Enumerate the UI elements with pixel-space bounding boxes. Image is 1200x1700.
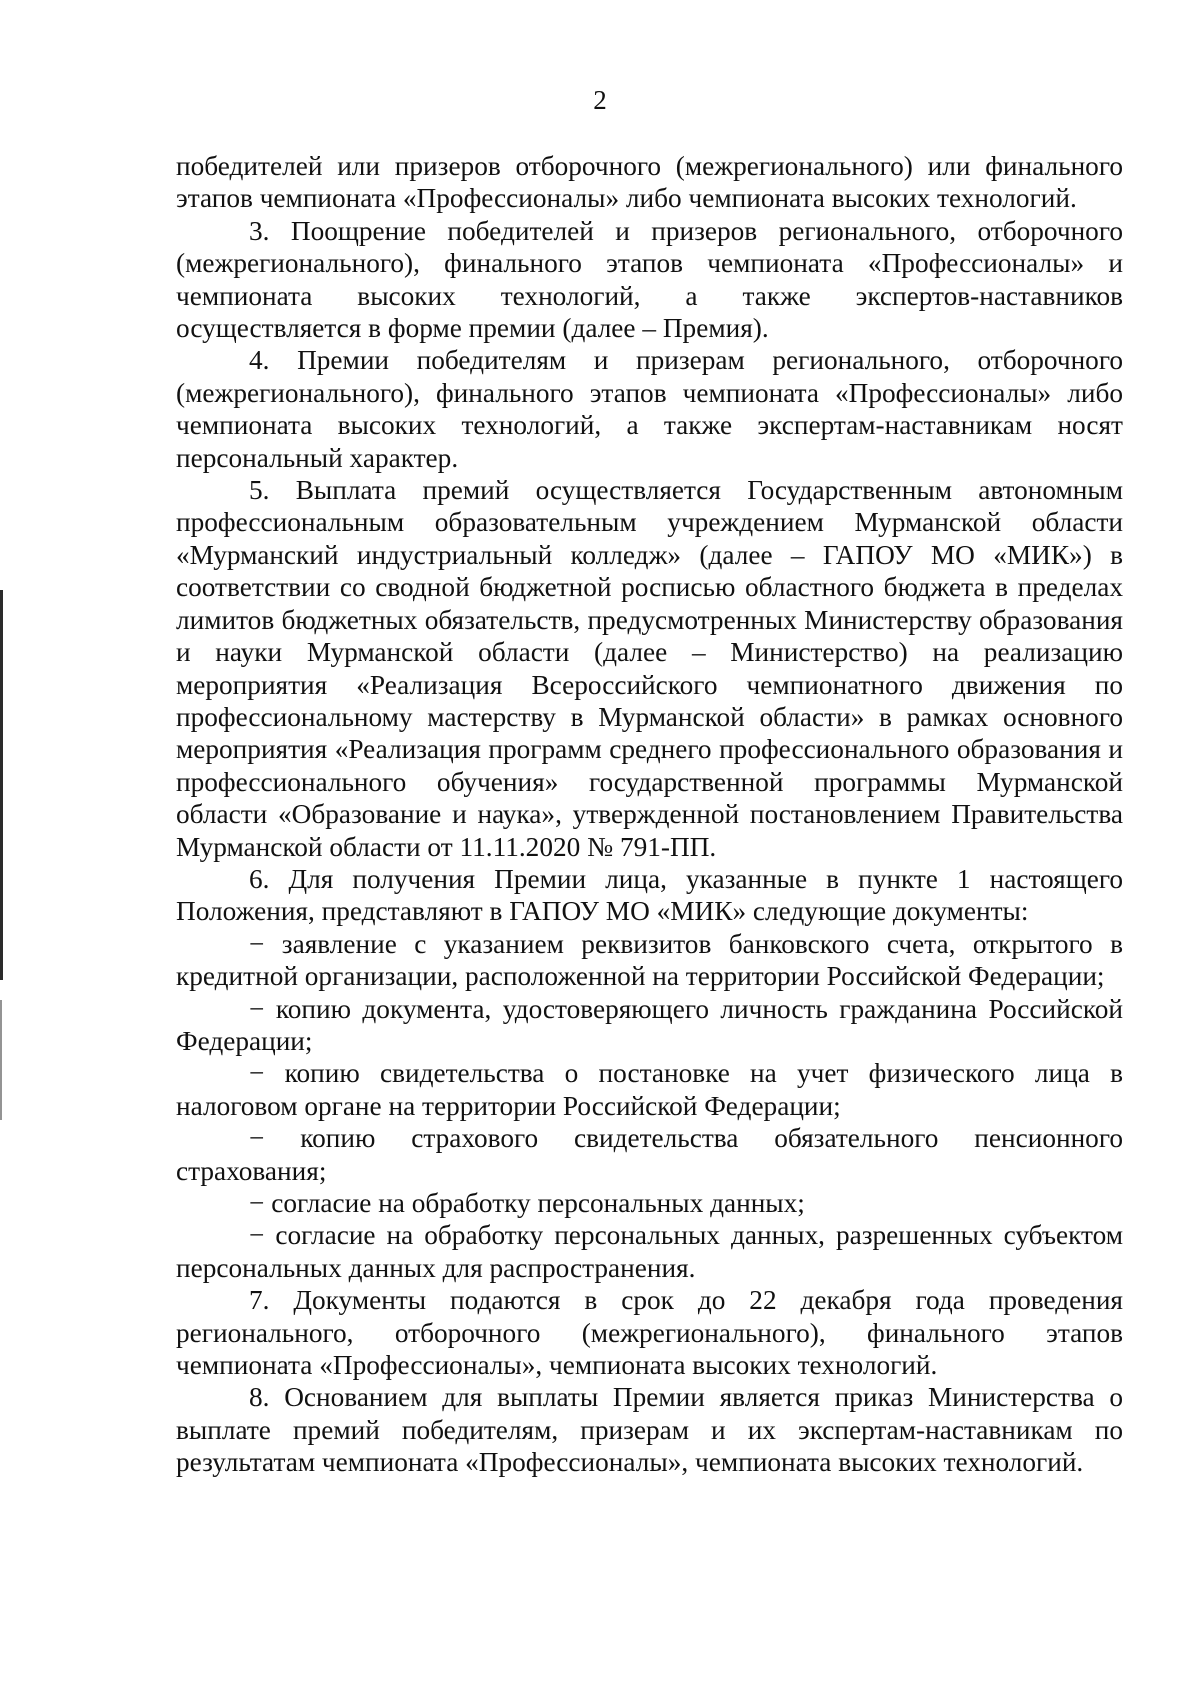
document-body (176, 150, 1123, 1479)
paragraph-continuation: победителей или призеров отборочного (межрегионального) или финального этапов чемпионата «Профессионалы» либо чемпионата высоких технологий. (176, 151, 1123, 214)
list-item-data-consent: − согласие на обработку персональных данных; (249, 1188, 805, 1218)
list-item-identity-document: − копию документа, удостоверяющего личность гражданина Российской Федерации; (176, 993, 1123, 1056)
list-item-application: − заявление с указанием реквизитов банковского счета, открытого в кредитной организации, расположенной на территории Российской Федерации; (176, 928, 1123, 992)
paragraph-3: 3. Поощрение победителей и призеров регионального, отборочного (межрегионального), финального этапов чемпионата «Профессионалы» и чемпионата высоких технологий, а также экспертов-наставников осуществляется в форме премии (далее – Премия). (176, 215, 1123, 344)
list-item-tax-registration: − копию свидетельства о постановке на учет физического лица в налоговом органе на территории Российской Федерации; (176, 1058, 1123, 1121)
page-number: 2 (593, 85, 607, 115)
paragraph-4: 4. Премии победителям и призерам регионального, отборочного (межрегионального), финального этапов чемпионата «Профессионалы» либо чемпионата высоких технологий, а также экспертам-наставникам носят персональный характер. (176, 345, 1123, 473)
list-item-pension-insurance: − копию страхового свидетельства обязательного пенсионного страхования; (176, 1123, 1123, 1186)
paragraph-6: 6. Для получения Премии лица, указанные в пункте 1 настоящего Положения, представляют в ГАПОУ МО «МИК» следующие документы: (176, 863, 1123, 927)
paragraph-5: 5. Выплата премий осуществляется Государственным автономным профессиональным образовательным учреждением Мурманской области «Мурманский индустриальный колледж» (далее – ГАПОУ МО «МИК») в соответствии со сводной бюджетной росписью областного бюджета в пределах лимитов бюджетных обязательств, предусмотренных Министерству образования и науки Мурманской области (далее – Министерство) на реализацию мероприятия «Реализация Всероссийского чемпионатного движения по профессиональному мастерству в Мурманской области» в рамках основного мероприятия «Реализация программ среднего профессионального образования и профессионального обучения» государственной программы Мурманской области «Образование и наука», утвержденной постановлением Правительства Мурманской области от 11.11.2020 № 791-ПП. (176, 475, 1123, 862)
scan-edge-mark (0, 1000, 2, 1120)
scan-edge-mark (0, 590, 3, 980)
list-item-data-distribution-consent: − согласие на обработку персональных данных, разрешенных субъектом персональных данных для распространения. (176, 1220, 1123, 1283)
paragraph-8: 8. Основанием для выплаты Премии является приказ Министерства о выплате премий победителям, призерам и их экспертам-наставникам по результатам чемпионата «Профессионалы», чемпионата высоких технологий. (176, 1382, 1123, 1478)
paragraph-7: 7. Документы подаются в срок до 22 декабря года проведения регионального, отборочного (межрегионального), финального этапов чемпионата «Профессионалы», чемпионата высоких технологий. (176, 1285, 1123, 1381)
